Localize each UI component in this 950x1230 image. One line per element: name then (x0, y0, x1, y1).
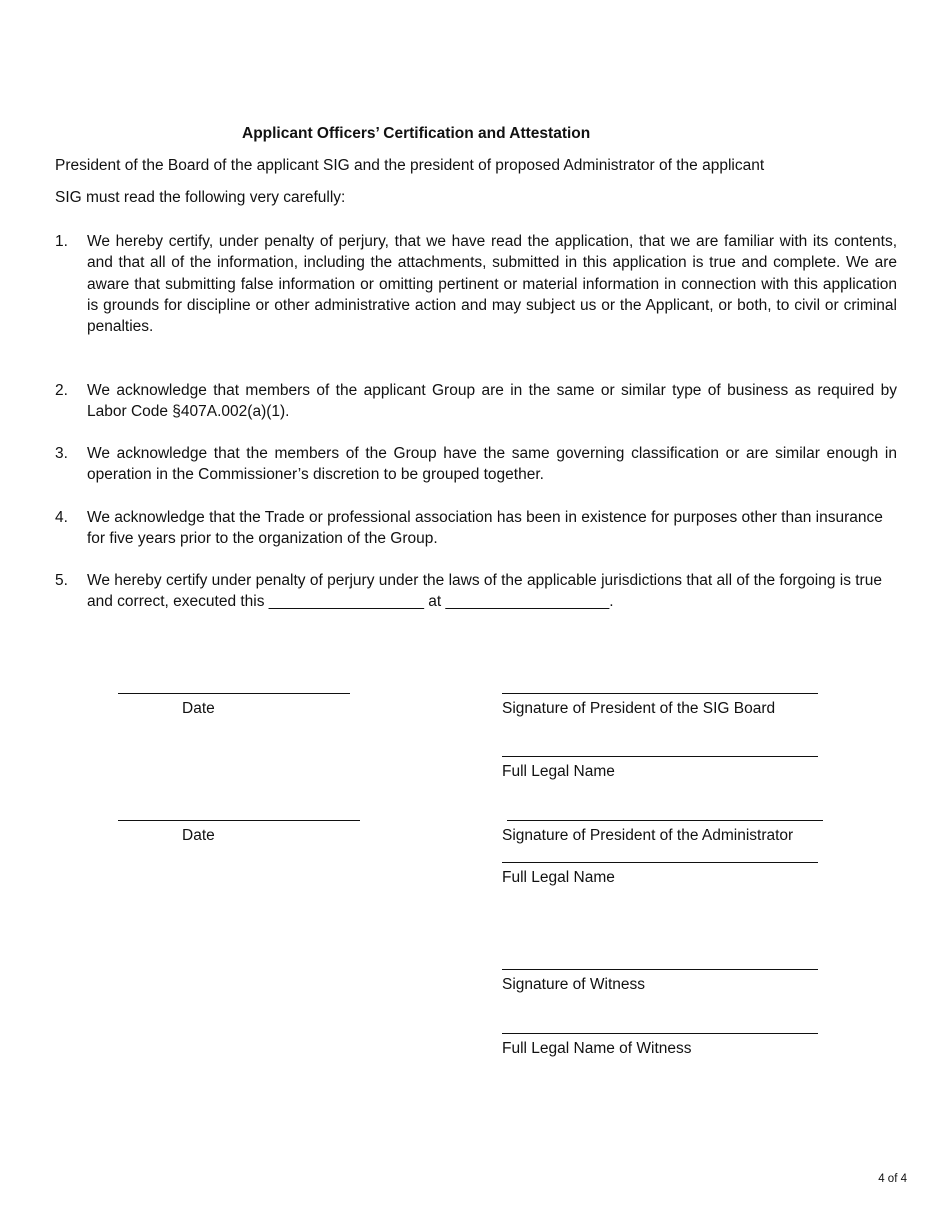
item-text: We hereby certify under penalty of perjury under the laws of the applicable jurisdictions that all of the forgoing is true and correct, executed this __________________ at ___________________. (87, 572, 882, 611)
item-text: We acknowledge that members of the applicant Group are in the same or similar type of business as required by Labor Code §407A.002(a)(1). (87, 382, 897, 421)
signature-line-president-board[interactable] (502, 693, 818, 694)
item-text: We hereby certify, under penalty of perjury, that we have read the application, that we are familiar with its contents, and that all of the information, including the attachments, submitted in this application is true and complete. We are aware that submitting false information or omitting pertinent or material information in connection with this application is grounds for discipline or other administrative action and may subject us or the Applicant, or both, to civil or criminal penalties. (87, 233, 897, 336)
list-item (55, 507, 897, 550)
full-name-label-2: Full Legal Name (502, 869, 615, 886)
date-line-2[interactable] (118, 820, 360, 821)
item-number: 1. (55, 233, 68, 250)
date-label-1: Date (182, 700, 215, 717)
full-name-line-1[interactable] (502, 756, 818, 757)
intro-line-1: President of the Board of the applicant SIG and the president of proposed Administrator of the applicant (55, 157, 765, 174)
list-item (55, 443, 897, 486)
full-name-label-1: Full Legal Name (502, 763, 615, 780)
date-line-1[interactable] (118, 693, 350, 694)
signature-label-president-admin: Signature of President of the Administrator (502, 827, 794, 844)
item-text: We acknowledge that the members of the Group have the same governing classification or are similar enough in operation in the Commissioner’s discretion to be grouped together. (87, 445, 897, 484)
signature-label-president-board: Signature of President of the SIG Board (502, 700, 776, 717)
date-label-2: Date (182, 827, 215, 844)
full-name-line-2[interactable] (502, 862, 818, 863)
item-number: 4. (55, 509, 68, 526)
intro-line-2: SIG must read the following very carefully: (55, 189, 346, 206)
signature-line-president-admin[interactable] (507, 820, 823, 821)
page-number: 4 of 4 (878, 1173, 907, 1185)
item-number: 3. (55, 445, 68, 462)
item-text: We acknowledge that the Trade or professional association has been in existence for purposes other than insurance for five years prior to the organization of the Group. (87, 509, 883, 548)
list-item (55, 231, 897, 337)
signature-label-witness: Signature of Witness (502, 976, 646, 993)
page-title: Applicant Officers’ Certification and Attestation (242, 125, 591, 142)
item-number: 2. (55, 382, 68, 399)
full-name-line-witness[interactable] (502, 1033, 818, 1034)
full-name-label-witness: Full Legal Name of Witness (502, 1040, 692, 1057)
signature-line-witness[interactable] (502, 969, 818, 970)
item-number: 5. (55, 572, 68, 589)
list-item (55, 570, 897, 613)
list-item (55, 380, 897, 423)
